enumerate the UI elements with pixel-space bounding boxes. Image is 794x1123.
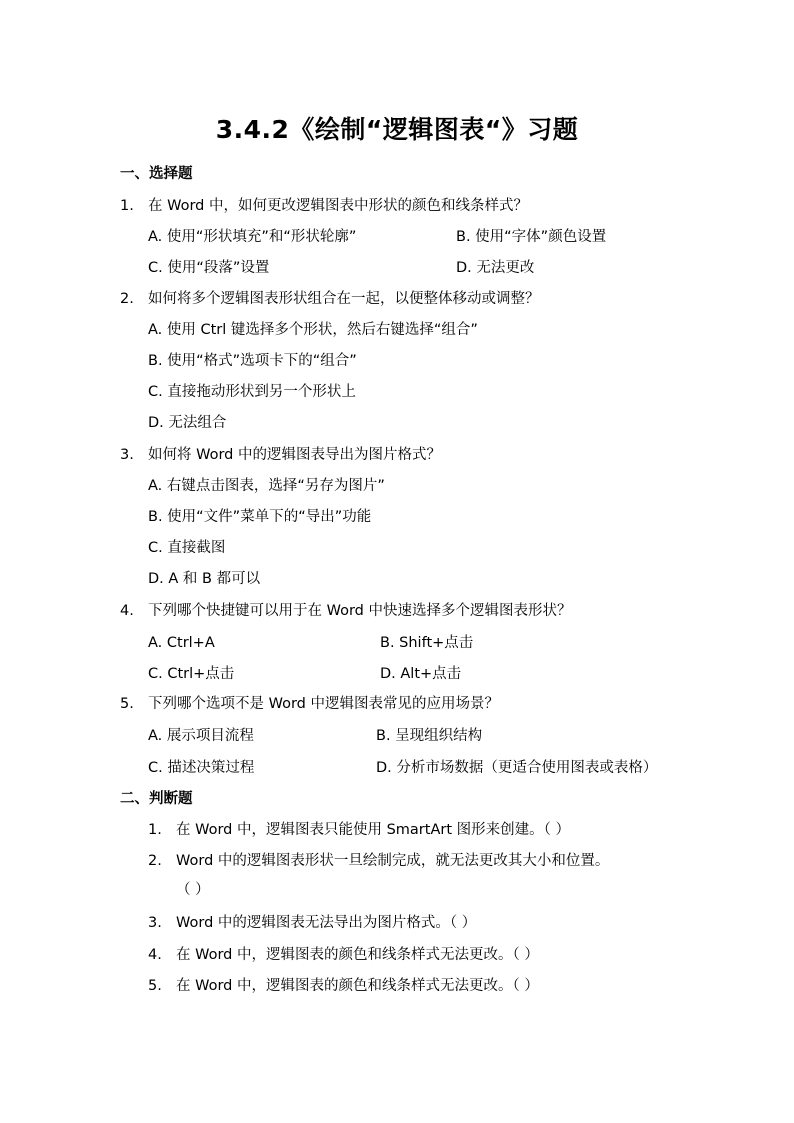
option-4c: C. Ctrl+点击 [148,666,235,682]
question-text: 在 Word 中，如何更改逻辑图表中形状的颜色和线条样式？ [148,198,528,214]
question-text: 下列哪个选项不是 Word 中逻辑图表常见的应用场景？ [148,696,499,712]
option-3a: A. 右键点击图表，选择“另存为图片” [148,478,385,494]
option-4b: B. Shift+点击 [380,635,474,651]
option-3c: C. 直接截图 [148,540,226,556]
judgement-3 [148,913,476,933]
option-5b: B. 呈现组织结构 [376,728,483,744]
option-1c: C. 使用“段落”设置 [148,260,270,276]
option-1d: D. 无法更改 [456,260,535,276]
question-5 [120,694,499,714]
judgement-number: 4. [148,947,162,963]
question-text: 如何将多个逻辑图表形状组合在一起，以便整体移动或调整？ [148,291,540,307]
judgement-1 [148,820,570,840]
question-number: 3. [120,447,134,463]
judgement-text: 在 Word 中，逻辑图表的颜色和线条样式无法更改。（ ） [176,947,539,963]
question-number: 2. [120,291,134,307]
section-heading-choice: 一、选择题 [120,166,193,182]
question-1 [120,196,528,216]
option-3d: D. A 和 B 都可以 [148,571,261,587]
section-heading-judgement: 二、判断题 [120,791,193,807]
option-5a: A. 展示项目流程 [148,728,254,744]
option-1b: B. 使用“字体”颜色设置 [456,229,607,245]
option-2c: C. 直接拖动形状到另一个形状上 [148,384,356,400]
judgement-2-continuation: （ ） [176,882,210,898]
question-text: 下列哪个快捷键可以用于在 Word 中快速选择多个逻辑图表形状？ [148,603,572,619]
question-number: 5. [120,696,134,712]
option-2a: A. 使用 Ctrl 键选择多个形状，然后右键选择“组合” [148,322,478,338]
judgement-number: 3. [148,915,162,931]
judgement-text: Word 中的逻辑图表形状一旦绘制完成，就无法更改其大小和位置。 [176,853,610,869]
option-4a: A. Ctrl+A [148,635,215,651]
judgement-5 [148,976,539,996]
question-3 [120,445,441,465]
option-3b: B. 使用“文件”菜单下的“导出”功能 [148,509,372,525]
page-title: 3.4.2《绘制“逻辑图表“》习题 [215,115,579,144]
option-1a: A. 使用“形状填充”和“形状轮廓” [148,229,357,245]
judgement-number: 5. [148,978,162,994]
judgement-text: 在 Word 中，逻辑图表只能使用 SmartArt 图形来创建。（ ） [176,822,570,838]
judgement-4 [148,945,539,965]
option-5c: C. 描述决策过程 [148,760,255,776]
question-2 [120,289,540,309]
judgement-number: 2. [148,853,162,869]
question-number: 1. [120,198,134,214]
judgement-text: 在 Word 中，逻辑图表的颜色和线条样式无法更改。（ ） [176,978,539,994]
option-5d: D. 分析市场数据（更适合使用图表或表格） [376,760,658,776]
judgement-number: 1. [148,822,162,838]
option-2b: B. 使用“格式”选项卡下的“组合” [148,353,357,369]
question-4 [120,601,572,621]
option-2d: D. 无法组合 [148,415,227,431]
option-4d: D. Alt+点击 [380,666,462,682]
question-text: 如何将 Word 中的逻辑图表导出为图片格式？ [148,447,441,463]
judgement-text: Word 中的逻辑图表无法导出为图片格式。（ ） [176,915,477,931]
judgement-2 [148,851,609,871]
question-number: 4. [120,603,134,619]
